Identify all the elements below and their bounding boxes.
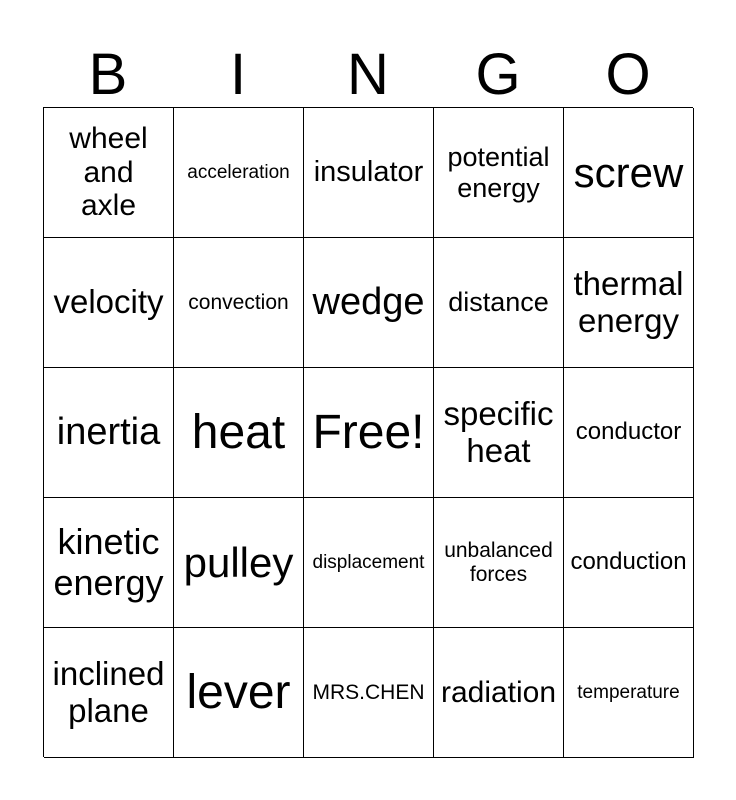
bingo-cell-text: heat	[191, 405, 286, 459]
bingo-cell-text: lever	[186, 665, 291, 719]
header-letter-i: I	[229, 42, 247, 107]
bingo-cell	[434, 368, 564, 498]
bingo-cell-text: specific heat	[443, 394, 554, 469]
bingo-cell-text: unbalanced forces	[444, 538, 553, 586]
bingo-cell-text: radiation	[440, 675, 557, 709]
bingo-header	[43, 44, 693, 106]
bingo-cell	[44, 368, 174, 498]
bingo-cell	[434, 238, 564, 368]
bingo-cell	[304, 108, 434, 238]
header-letter-o: O	[605, 42, 651, 107]
bingo-card-grid	[43, 107, 693, 757]
bingo-cell	[44, 108, 174, 238]
bingo-cell	[434, 628, 564, 758]
bingo-cell-text: acceleration	[187, 161, 290, 183]
bingo-cell	[564, 498, 694, 628]
bingo-cell	[564, 628, 694, 758]
bingo-cell-text: conduction	[570, 548, 687, 576]
bingo-cell-text: conductor	[575, 418, 682, 446]
bingo-cell	[564, 238, 694, 368]
bingo-cell	[304, 498, 434, 628]
bingo-cell-text: wheel and axle	[69, 122, 148, 223]
bingo-cell-text: MRS.CHEN	[312, 680, 425, 704]
bingo-cell	[44, 238, 174, 368]
header-letter-n: N	[347, 42, 389, 107]
bingo-cell	[434, 108, 564, 238]
bingo-cell	[304, 238, 434, 368]
bingo-cell-text: wedge	[312, 281, 425, 324]
header-letter-g: G	[475, 42, 521, 107]
bingo-cell	[174, 498, 304, 628]
bingo-cell-text: screw	[573, 148, 684, 196]
bingo-cell-text: temperature	[577, 681, 680, 703]
bingo-cell	[434, 498, 564, 628]
bingo-cell-text: kinetic energy	[53, 521, 164, 603]
bingo-cell	[304, 368, 434, 498]
bingo-cell	[174, 628, 304, 758]
bingo-cell-text: pulley	[183, 538, 294, 586]
bingo-cell-text: thermal energy	[573, 264, 684, 339]
bingo-cell-text: insulator	[313, 156, 424, 189]
header-letter-b: B	[88, 42, 128, 107]
bingo-cell	[174, 108, 304, 238]
bingo-cell	[174, 238, 304, 368]
bingo-cell-text: inclined plane	[52, 654, 165, 729]
bingo-cell	[174, 368, 304, 498]
bingo-cell-text: inertia	[56, 411, 161, 454]
bingo-cell-text: displacement	[312, 551, 425, 573]
bingo-cell-text: potential energy	[447, 142, 550, 203]
bingo-cell	[44, 498, 174, 628]
bingo-cell	[44, 628, 174, 758]
bingo-cell-text: distance	[448, 287, 549, 318]
bingo-cell	[304, 628, 434, 758]
bingo-cell-text: velocity	[53, 283, 164, 321]
bingo-cell-text: convection	[188, 290, 289, 314]
bingo-cell-text: Free!	[312, 405, 425, 459]
bingo-cell	[564, 108, 694, 238]
bingo-cell	[564, 368, 694, 498]
